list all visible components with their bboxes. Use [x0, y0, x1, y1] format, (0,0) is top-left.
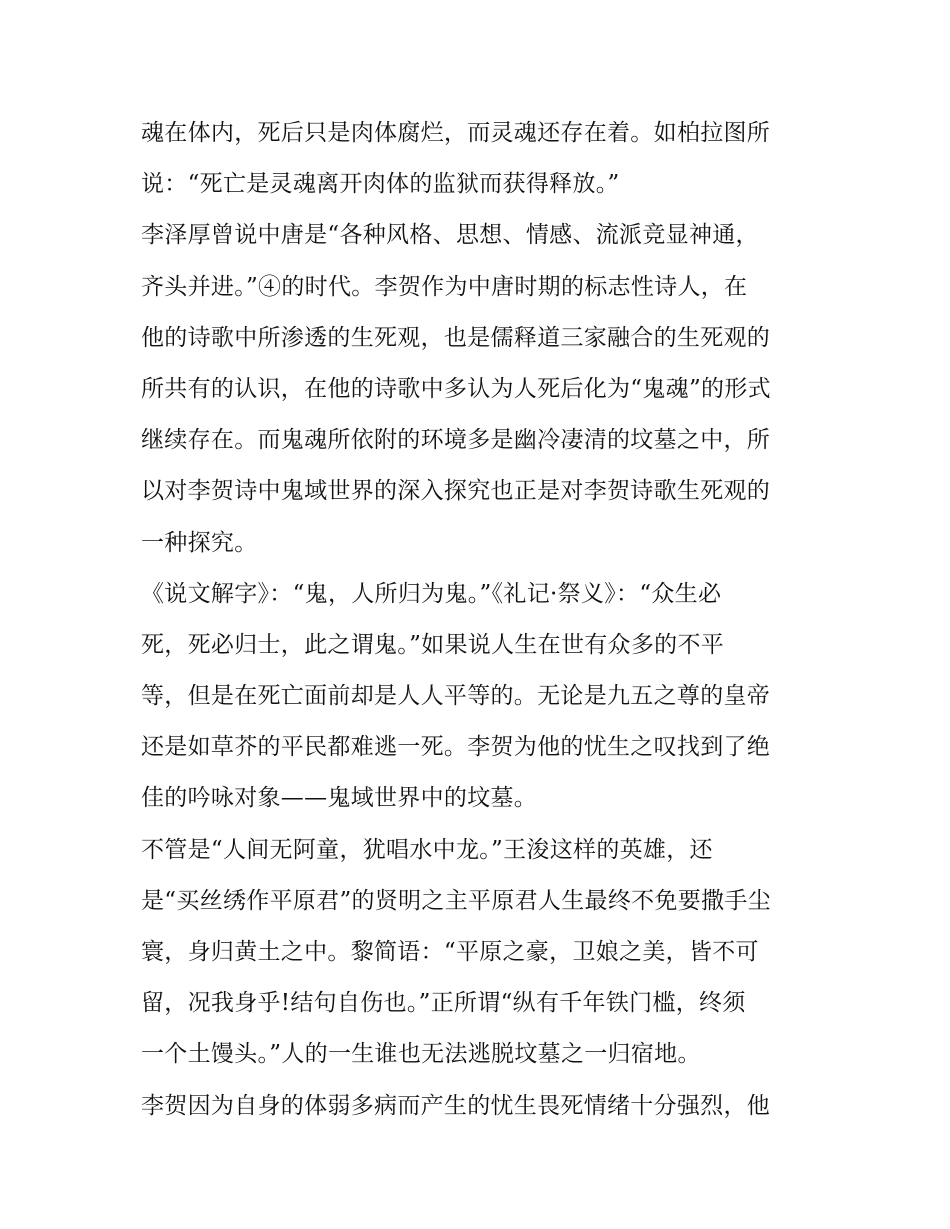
text-line: 佳的吟咏对象——鬼域世界中的坟墓。 [141, 785, 538, 812]
text-line: 不管是“人间无阿童，犹唱水中龙。”王浚这样的英雄，还 [141, 836, 713, 863]
text-line: 李泽厚曾说中唐是“各种风格、思想、情感、流派竞显神通， [141, 222, 759, 249]
text-line: 齐头并进。”④的时代。李贺作为中唐时期的标志性诗人，在 [141, 273, 748, 300]
text-line: 死，死必归士，此之谓鬼。”如果说人生在世有众多的不平 [141, 631, 725, 658]
text-line: 留，况我身乎!结句自伤也。”正所谓“纵有千年铁门槛，终须 [141, 990, 746, 1017]
text-line: 《说文解字》：“鬼，人所归为鬼。”《礼记·祭义》：“众生必 [141, 580, 722, 607]
text-line: 他的诗歌中所渗透的生死观，也是儒释道三家融合的生死观的 [141, 324, 771, 351]
text-line: 说：“死亡是灵魂离开肉体的监狱而获得释放。” [141, 171, 620, 198]
text-line: 继续存在。而鬼魂所依附的环境多是幽冷凄清的坟墓之中，所 [141, 427, 771, 454]
text-line: 还是如草芥的平民都难逃一死。李贺为他的忧生之叹找到了绝 [141, 734, 771, 761]
text-line: 一个土馒头。”人的一生谁也无法逃脱坟墓之一归宿地。 [141, 1041, 701, 1068]
text-line: 是“买丝绣作平原君”的贤明之主平原君人生最终不免要撒手尘 [141, 887, 771, 914]
text-line: 等，但是在死亡面前却是人人平等的。无论是九五之尊的皇帝 [141, 683, 771, 710]
text-line: 一种探究。 [141, 529, 258, 556]
text-line: 寰，身归黄土之中。黎简语：“平原之豪，卫娘之美，皆不可 [141, 939, 759, 965]
text-line: 以对李贺诗中鬼域世界的深入探究也正是对李贺诗歌生死观的 [141, 478, 771, 505]
text-line: 李贺因为自身的体弱多病而产生的忧生畏死情绪十分强烈，他 [141, 1092, 771, 1119]
text-line: 魂在体内，死后只是肉体腐烂，而灵魂还存在着。如柏拉图所 [141, 120, 771, 146]
body-text [141, 108, 821, 1132]
text-line: 所共有的认识，在他的诗歌中多认为人死后化为“鬼魂”的形式 [141, 375, 771, 402]
